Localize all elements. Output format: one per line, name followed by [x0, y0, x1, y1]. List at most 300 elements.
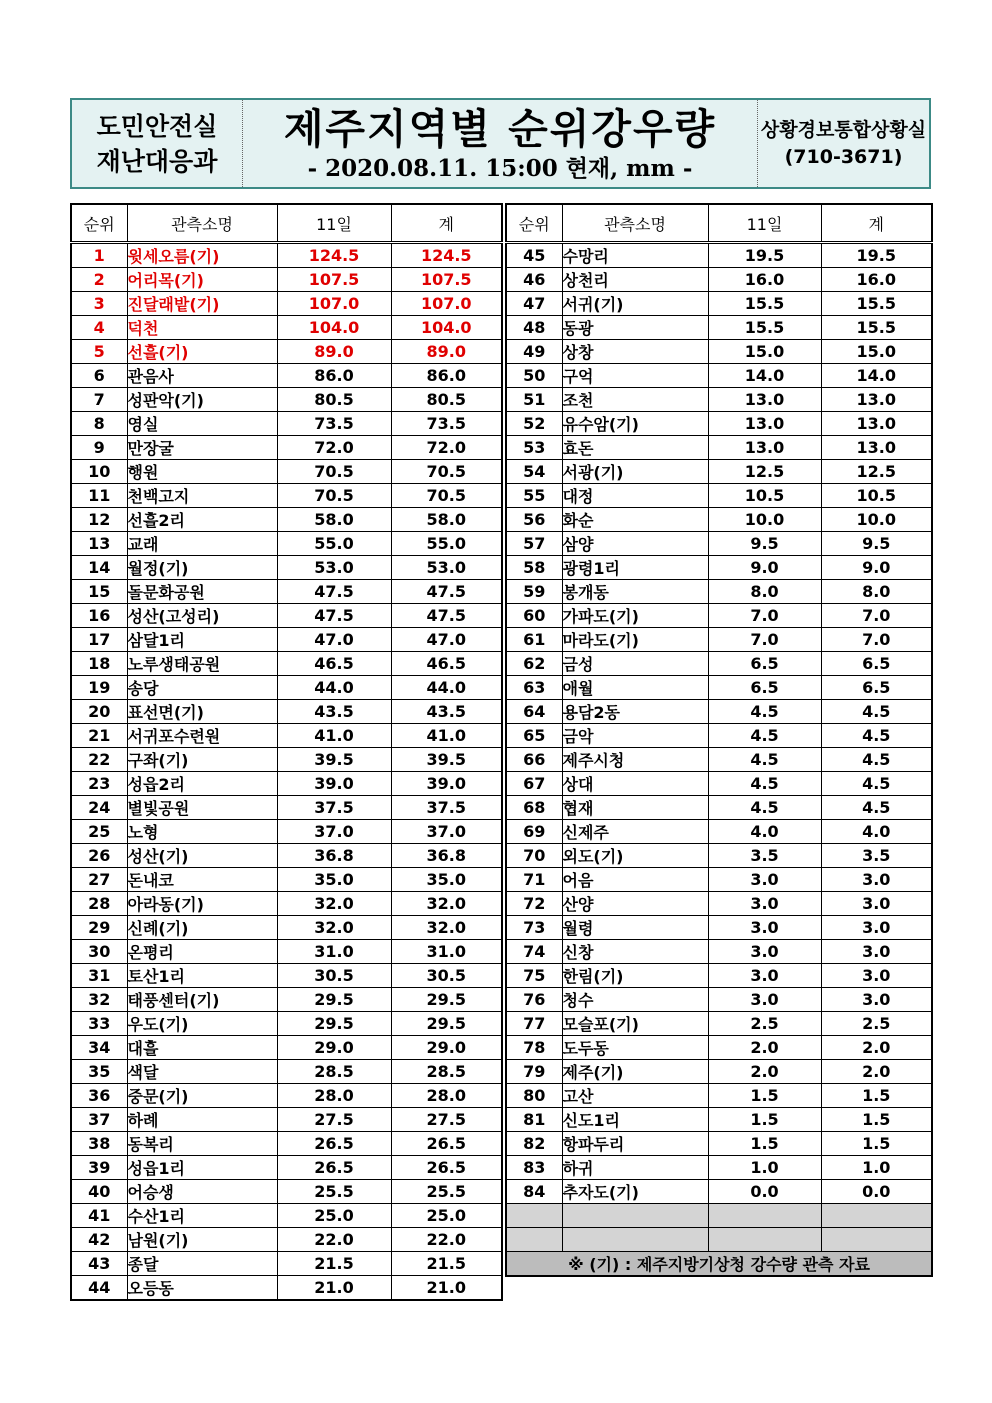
- rank-cell: 56: [506, 508, 562, 532]
- day-cell: 39.0: [277, 772, 391, 796]
- rank-cell: 74: [506, 940, 562, 964]
- station-cell: 관음사: [127, 364, 277, 388]
- rank-cell: 14: [71, 556, 127, 580]
- rank-cell: 16: [71, 604, 127, 628]
- rank-cell: 31: [71, 964, 127, 988]
- rank-cell: 28: [71, 892, 127, 916]
- total-cell: 26.5: [391, 1156, 502, 1180]
- table-row: [506, 532, 932, 556]
- rank-cell: 15: [71, 580, 127, 604]
- total-cell: 28.5: [391, 1060, 502, 1084]
- station-cell: 용담2동: [562, 700, 708, 724]
- station-cell: 상대: [562, 772, 708, 796]
- table-row: [71, 364, 502, 388]
- day-cell: 15.5: [708, 316, 821, 340]
- table-row: [506, 484, 932, 508]
- rank-cell: 54: [506, 460, 562, 484]
- rank-cell: 66: [506, 748, 562, 772]
- day-cell: 3.0: [708, 964, 821, 988]
- total-cell: 9.0: [821, 556, 932, 580]
- day-cell: 13.0: [708, 436, 821, 460]
- table-row: [71, 1084, 502, 1108]
- rank-cell: 53: [506, 436, 562, 460]
- station-cell: 영실: [127, 412, 277, 436]
- table-row: [506, 268, 932, 292]
- rank-cell: 35: [71, 1060, 127, 1084]
- table-row: [71, 460, 502, 484]
- table-row: [506, 388, 932, 412]
- rank-cell: 13: [71, 532, 127, 556]
- total-cell: 8.0: [821, 580, 932, 604]
- day-cell: 8.0: [708, 580, 821, 604]
- table-row: [506, 556, 932, 580]
- day-cell: 41.0: [277, 724, 391, 748]
- total-cell: 6.5: [821, 676, 932, 700]
- station-cell: 오등동: [127, 1276, 277, 1301]
- total-cell: 72.0: [391, 436, 502, 460]
- table-row: [71, 1180, 502, 1204]
- table-row: [71, 436, 502, 460]
- rank-cell: 45: [506, 243, 562, 268]
- table-row: [506, 988, 932, 1012]
- day-cell: 6.5: [708, 676, 821, 700]
- footnote: ※ (기) : 제주지방기상청 강수량 관측 자료: [506, 1252, 932, 1277]
- table-row: [71, 1156, 502, 1180]
- rank-cell: 72: [506, 892, 562, 916]
- table-row: [71, 1108, 502, 1132]
- contact-box: [758, 100, 929, 187]
- table-row: [506, 316, 932, 340]
- rank-cell: 63: [506, 676, 562, 700]
- day-cell: 25.0: [277, 1204, 391, 1228]
- day-cell: 47.5: [277, 580, 391, 604]
- station-cell: 애월: [562, 676, 708, 700]
- station-cell: 성읍1리: [127, 1156, 277, 1180]
- rank-cell: 40: [71, 1180, 127, 1204]
- day-cell: 3.0: [708, 892, 821, 916]
- table-row: [71, 676, 502, 700]
- station-cell: 한림(기): [562, 964, 708, 988]
- table-row: [71, 820, 502, 844]
- total-cell: 21.0: [391, 1276, 502, 1301]
- col-total-header: 계: [391, 204, 502, 243]
- total-cell: 0.0: [821, 1180, 932, 1204]
- total-cell: 13.0: [821, 412, 932, 436]
- station-cell: 대흘: [127, 1036, 277, 1060]
- station-cell: 남원(기): [127, 1228, 277, 1252]
- rank-cell: 65: [506, 724, 562, 748]
- table-row: [506, 892, 932, 916]
- table-row: [506, 340, 932, 364]
- day-cell: 22.0: [277, 1228, 391, 1252]
- total-cell: 10.0: [821, 508, 932, 532]
- day-cell: 7.0: [708, 604, 821, 628]
- day-cell: 72.0: [277, 436, 391, 460]
- day-cell: 21.5: [277, 1252, 391, 1276]
- rank-cell: 8: [71, 412, 127, 436]
- station-cell: 토산1리: [127, 964, 277, 988]
- rank-cell: 69: [506, 820, 562, 844]
- station-cell: 선흘2리: [127, 508, 277, 532]
- total-cell: 3.0: [821, 892, 932, 916]
- station-cell: 청수: [562, 988, 708, 1012]
- total-cell: 70.5: [391, 484, 502, 508]
- day-cell: 58.0: [277, 508, 391, 532]
- station-cell: 제주(기): [562, 1060, 708, 1084]
- total-cell: 4.5: [821, 700, 932, 724]
- station-cell: 수망리: [562, 243, 708, 268]
- table-row: [71, 508, 502, 532]
- station-cell: 성읍2리: [127, 772, 277, 796]
- station-cell: 교래: [127, 532, 277, 556]
- rank-cell: 55: [506, 484, 562, 508]
- day-cell: 3.0: [708, 988, 821, 1012]
- total-cell: 2.0: [821, 1036, 932, 1060]
- day-cell: 26.5: [277, 1132, 391, 1156]
- day-cell: 1.5: [708, 1084, 821, 1108]
- station-cell: 금악: [562, 724, 708, 748]
- day-cell: 3.0: [708, 916, 821, 940]
- station-cell: 돌문화공원: [127, 580, 277, 604]
- rank-cell: 6: [71, 364, 127, 388]
- table-row: [506, 412, 932, 436]
- total-cell: 37.0: [391, 820, 502, 844]
- day-cell: 4.5: [708, 796, 821, 820]
- col-total-header: 계: [821, 204, 932, 243]
- station-cell: 협재: [562, 796, 708, 820]
- rank-cell: 81: [506, 1108, 562, 1132]
- total-cell: 13.0: [821, 436, 932, 460]
- total-cell: 9.5: [821, 532, 932, 556]
- total-cell: 1.5: [821, 1084, 932, 1108]
- day-cell: 36.8: [277, 844, 391, 868]
- rank-cell: 19: [71, 676, 127, 700]
- table-row: [71, 844, 502, 868]
- total-cell: 19.5: [821, 243, 932, 268]
- total-cell: 2.0: [821, 1060, 932, 1084]
- rainfall-table-left: [70, 203, 503, 1301]
- day-cell: 2.0: [708, 1060, 821, 1084]
- total-cell: 104.0: [391, 316, 502, 340]
- station-cell: 유수암(기): [562, 412, 708, 436]
- total-cell: 21.5: [391, 1252, 502, 1276]
- day-cell: 70.5: [277, 460, 391, 484]
- table-row: [506, 940, 932, 964]
- empty-cell: [821, 1204, 932, 1228]
- rank-cell: 42: [71, 1228, 127, 1252]
- empty-cell: [708, 1204, 821, 1228]
- station-cell: 태풍센터(기): [127, 988, 277, 1012]
- rank-cell: 49: [506, 340, 562, 364]
- rank-cell: 46: [506, 268, 562, 292]
- rank-cell: 4: [71, 316, 127, 340]
- rank-cell: 80: [506, 1084, 562, 1108]
- table-row: [71, 1036, 502, 1060]
- rank-cell: 71: [506, 868, 562, 892]
- station-cell: 고산: [562, 1084, 708, 1108]
- total-cell: 6.5: [821, 652, 932, 676]
- table-row: [71, 796, 502, 820]
- total-cell: 73.5: [391, 412, 502, 436]
- rank-cell: 11: [71, 484, 127, 508]
- day-cell: 4.5: [708, 724, 821, 748]
- station-cell: 진달래밭(기): [127, 292, 277, 316]
- rank-cell: 10: [71, 460, 127, 484]
- table-row: [71, 1060, 502, 1084]
- table-row: [506, 243, 932, 268]
- total-cell: 3.0: [821, 916, 932, 940]
- empty-cell: [708, 1228, 821, 1252]
- rank-cell: 23: [71, 772, 127, 796]
- department-name: 도민안전실: [96, 111, 218, 141]
- day-cell: 1.5: [708, 1108, 821, 1132]
- station-cell: 동복리: [127, 1132, 277, 1156]
- table-row: [71, 243, 502, 268]
- rank-cell: 24: [71, 796, 127, 820]
- table-row: [71, 604, 502, 628]
- day-cell: 37.5: [277, 796, 391, 820]
- total-cell: 7.0: [821, 604, 932, 628]
- table-row: [506, 1036, 932, 1060]
- empty-row: [506, 1228, 932, 1252]
- rank-cell: 30: [71, 940, 127, 964]
- table-row: [506, 748, 932, 772]
- day-cell: 13.0: [708, 412, 821, 436]
- total-cell: 15.5: [821, 316, 932, 340]
- rank-cell: 57: [506, 532, 562, 556]
- total-cell: 7.0: [821, 628, 932, 652]
- day-cell: 2.5: [708, 1012, 821, 1036]
- day-cell: 26.5: [277, 1156, 391, 1180]
- day-cell: 70.5: [277, 484, 391, 508]
- rank-cell: 78: [506, 1036, 562, 1060]
- rank-cell: 41: [71, 1204, 127, 1228]
- day-cell: 19.5: [708, 243, 821, 268]
- total-cell: 31.0: [391, 940, 502, 964]
- day-cell: 15.5: [708, 292, 821, 316]
- station-cell: 외도(기): [562, 844, 708, 868]
- rank-cell: 67: [506, 772, 562, 796]
- day-cell: 15.0: [708, 340, 821, 364]
- day-cell: 104.0: [277, 316, 391, 340]
- rank-cell: 26: [71, 844, 127, 868]
- station-cell: 월정(기): [127, 556, 277, 580]
- table-row: [71, 1012, 502, 1036]
- total-cell: 13.0: [821, 388, 932, 412]
- day-cell: 29.5: [277, 1012, 391, 1036]
- total-cell: 4.5: [821, 772, 932, 796]
- table-row: [506, 1012, 932, 1036]
- rank-cell: 47: [506, 292, 562, 316]
- table-row: [506, 724, 932, 748]
- rank-cell: 77: [506, 1012, 562, 1036]
- rank-cell: 75: [506, 964, 562, 988]
- day-cell: 4.5: [708, 700, 821, 724]
- total-cell: 29.5: [391, 988, 502, 1012]
- total-cell: 27.5: [391, 1108, 502, 1132]
- total-cell: 35.0: [391, 868, 502, 892]
- table-row: [71, 988, 502, 1012]
- table-row: [71, 772, 502, 796]
- total-cell: 37.5: [391, 796, 502, 820]
- rank-cell: 50: [506, 364, 562, 388]
- table-row: [506, 436, 932, 460]
- total-cell: 3.0: [821, 868, 932, 892]
- table-row: [506, 460, 932, 484]
- rank-cell: 43: [71, 1252, 127, 1276]
- table-row: [71, 628, 502, 652]
- total-cell: 39.5: [391, 748, 502, 772]
- table-row: [506, 868, 932, 892]
- day-cell: 25.5: [277, 1180, 391, 1204]
- day-cell: 53.0: [277, 556, 391, 580]
- station-cell: 별빛공원: [127, 796, 277, 820]
- table-row: [506, 652, 932, 676]
- day-cell: 0.0: [708, 1180, 821, 1204]
- report-title: 제주지역별 순위강우량: [283, 104, 717, 153]
- total-cell: 46.5: [391, 652, 502, 676]
- table-row: [71, 1252, 502, 1276]
- col-day-header: 11일: [277, 204, 391, 243]
- total-cell: 4.0: [821, 820, 932, 844]
- total-cell: 80.5: [391, 388, 502, 412]
- station-cell: 중문(기): [127, 1084, 277, 1108]
- rank-cell: 58: [506, 556, 562, 580]
- table-row: [71, 412, 502, 436]
- col-day-header: 11일: [708, 204, 821, 243]
- station-cell: 수산1리: [127, 1204, 277, 1228]
- table-row: [506, 292, 932, 316]
- table-row: [71, 940, 502, 964]
- day-cell: 1.0: [708, 1156, 821, 1180]
- day-cell: 6.5: [708, 652, 821, 676]
- total-cell: 58.0: [391, 508, 502, 532]
- station-cell: 송당: [127, 676, 277, 700]
- table-row: [71, 964, 502, 988]
- empty-cell: [506, 1228, 562, 1252]
- station-cell: 신도1리: [562, 1108, 708, 1132]
- rank-cell: 32: [71, 988, 127, 1012]
- table-row: [71, 580, 502, 604]
- table-row: [506, 1156, 932, 1180]
- day-cell: 80.5: [277, 388, 391, 412]
- table-row: [506, 508, 932, 532]
- total-cell: 47.5: [391, 580, 502, 604]
- table-row: [71, 868, 502, 892]
- day-cell: 39.5: [277, 748, 391, 772]
- total-cell: 25.5: [391, 1180, 502, 1204]
- table-row: [71, 1276, 502, 1301]
- table-row: [506, 796, 932, 820]
- station-cell: 신례(기): [127, 916, 277, 940]
- day-cell: 35.0: [277, 868, 391, 892]
- station-cell: 삼양: [562, 532, 708, 556]
- day-cell: 3.0: [708, 940, 821, 964]
- day-cell: 89.0: [277, 340, 391, 364]
- rank-cell: 79: [506, 1060, 562, 1084]
- contact-phone: (710-3671): [784, 145, 903, 168]
- total-cell: 10.5: [821, 484, 932, 508]
- day-cell: 14.0: [708, 364, 821, 388]
- rank-cell: 29: [71, 916, 127, 940]
- day-cell: 4.0: [708, 820, 821, 844]
- total-cell: 39.0: [391, 772, 502, 796]
- station-cell: 아라동(기): [127, 892, 277, 916]
- day-cell: 32.0: [277, 916, 391, 940]
- table-row: [506, 820, 932, 844]
- total-cell: 26.5: [391, 1132, 502, 1156]
- rank-cell: 20: [71, 700, 127, 724]
- station-cell: 신창: [562, 940, 708, 964]
- rank-cell: 25: [71, 820, 127, 844]
- empty-cell: [506, 1204, 562, 1228]
- day-cell: 2.0: [708, 1036, 821, 1060]
- station-cell: 어승생: [127, 1180, 277, 1204]
- station-cell: 상천리: [562, 268, 708, 292]
- rank-cell: 44: [71, 1276, 127, 1301]
- station-cell: 삼달1리: [127, 628, 277, 652]
- day-cell: 47.0: [277, 628, 391, 652]
- total-cell: 12.5: [821, 460, 932, 484]
- rank-cell: 18: [71, 652, 127, 676]
- empty-row: [506, 1204, 932, 1228]
- rank-cell: 5: [71, 340, 127, 364]
- table-row: [506, 1132, 932, 1156]
- total-cell: 107.0: [391, 292, 502, 316]
- total-cell: 47.5: [391, 604, 502, 628]
- station-cell: 신제주: [562, 820, 708, 844]
- day-cell: 86.0: [277, 364, 391, 388]
- table-row: [71, 388, 502, 412]
- total-cell: 4.5: [821, 796, 932, 820]
- rank-cell: 2: [71, 268, 127, 292]
- rank-cell: 70: [506, 844, 562, 868]
- station-cell: 산양: [562, 892, 708, 916]
- rainfall-table-right: [505, 203, 933, 1277]
- day-cell: 28.0: [277, 1084, 391, 1108]
- station-cell: 상창: [562, 340, 708, 364]
- station-cell: 하귀: [562, 1156, 708, 1180]
- station-cell: 성판악(기): [127, 388, 277, 412]
- title-box: [243, 100, 758, 187]
- table-row: [506, 1180, 932, 1204]
- day-cell: 44.0: [277, 676, 391, 700]
- rank-cell: 76: [506, 988, 562, 1012]
- table-row: [506, 916, 932, 940]
- station-cell: 선흘(기): [127, 340, 277, 364]
- day-cell: 7.0: [708, 628, 821, 652]
- station-cell: 성산(고성리): [127, 604, 277, 628]
- rank-cell: 39: [71, 1156, 127, 1180]
- total-cell: 36.8: [391, 844, 502, 868]
- rank-cell: 64: [506, 700, 562, 724]
- day-cell: 1.5: [708, 1132, 821, 1156]
- rank-cell: 68: [506, 796, 562, 820]
- station-cell: 서귀(기): [562, 292, 708, 316]
- col-rank-header: 순위: [506, 204, 562, 243]
- day-cell: 4.5: [708, 748, 821, 772]
- report-header: [70, 98, 931, 189]
- total-cell: 29.5: [391, 1012, 502, 1036]
- total-cell: 86.0: [391, 364, 502, 388]
- station-cell: 우도(기): [127, 1012, 277, 1036]
- day-cell: 10.5: [708, 484, 821, 508]
- day-cell: 10.0: [708, 508, 821, 532]
- rank-cell: 36: [71, 1084, 127, 1108]
- table-row: [506, 844, 932, 868]
- empty-cell: [821, 1228, 932, 1252]
- table-row: [506, 364, 932, 388]
